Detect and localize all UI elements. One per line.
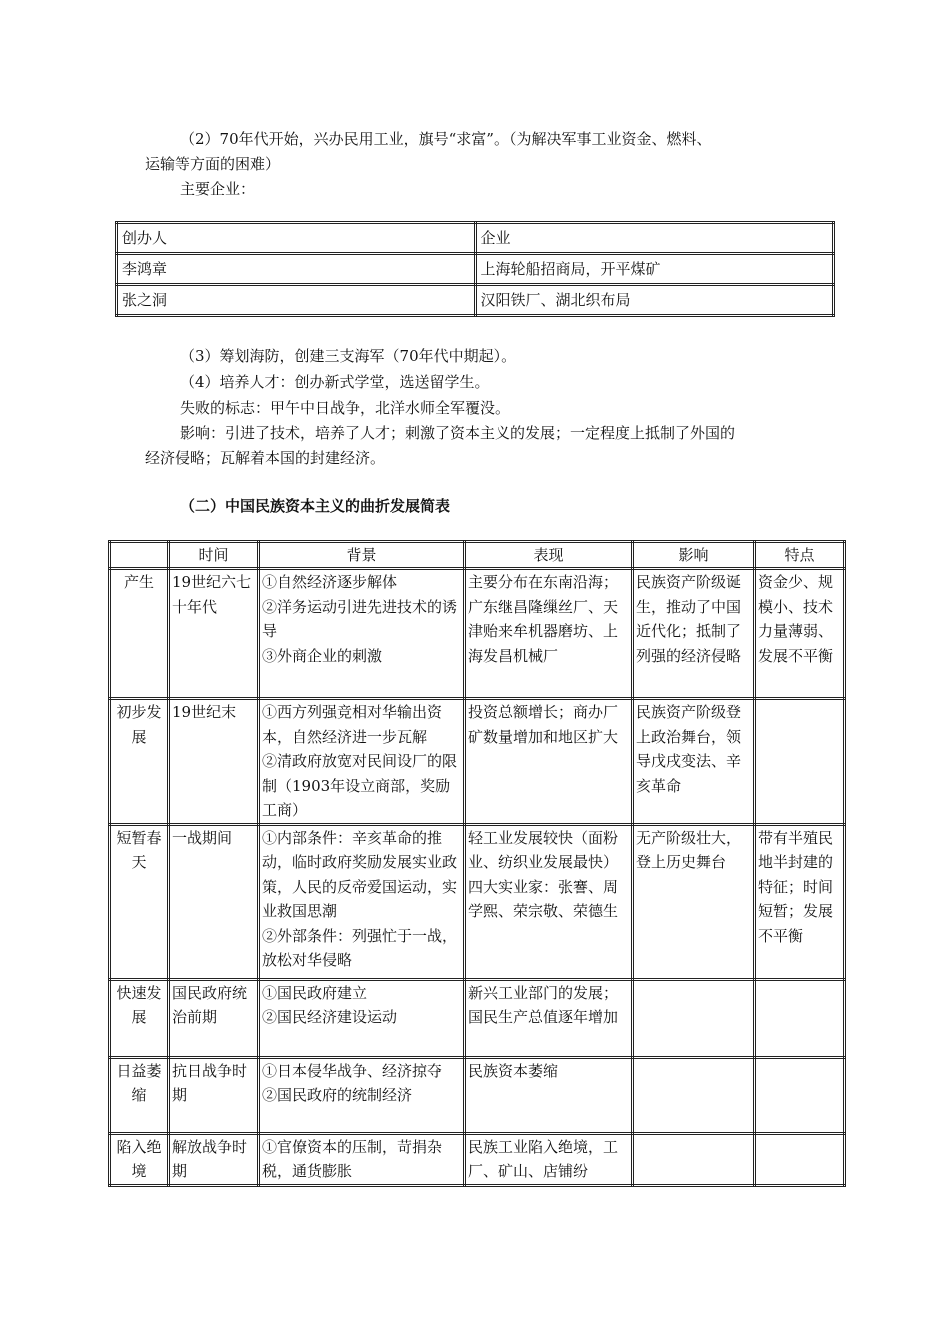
header-performance: 表现 <box>465 542 633 569</box>
section-title: （二）中国民族资本主义的曲折发展简表 <box>180 497 451 515</box>
background-cell: ①日本侵华战争、经济掠夺 ②国民政府的统制经济 <box>259 1057 465 1133</box>
table-row <box>110 979 845 1057</box>
performance-cell: 民族资本萎缩 <box>465 1057 633 1133</box>
performance-cell: 新兴工业部门的发展；国民生产总值逐年增加 <box>465 979 633 1057</box>
background-cell: ①西方列强竞相对华输出资本，自然经济进一步瓦解 ②清政府放宽对民间设厂的限制（1903年设立商部，奖励工商） <box>259 699 465 825</box>
performance-cell: 投资总额增长；商办厂矿数量增加和地区扩大 <box>465 699 633 825</box>
feature-cell <box>755 699 845 825</box>
header-impact: 影响 <box>633 542 755 569</box>
header-time: 时间 <box>169 542 259 569</box>
stage-cell: 陷入绝境 <box>110 1133 169 1185</box>
paragraph-3: （3）筹划海防，创建三支海军（70年代中期起）。 <box>180 347 517 365</box>
feature-cell: 带有半殖民地半封建的特征；时间短暂；发展不平衡 <box>755 824 845 979</box>
impact-cell <box>633 1057 755 1133</box>
background-cell: ①国民政府建立 ②国民经济建设运动 <box>259 979 465 1057</box>
header-founder: 创办人 <box>117 223 476 254</box>
founder-cell: 张之洞 <box>117 285 476 316</box>
stage-cell: 快速发展 <box>110 979 169 1057</box>
paragraph-4: （4）培养人才：创办新式学堂，选送留学生。 <box>180 373 490 391</box>
stage-cell: 日益萎缩 <box>110 1057 169 1133</box>
table-row <box>110 1057 845 1133</box>
stage-cell: 初步发展 <box>110 699 169 825</box>
impact-cell: 民族资产阶级登上政治舞台，领导戊戌变法、辛亥革命 <box>633 699 755 825</box>
header-feature: 特点 <box>755 542 845 569</box>
table-header-row <box>110 542 845 569</box>
impact-cell: 无产阶级壮大，登上历史舞台 <box>633 824 755 979</box>
performance-cell: 主要分布在东南沿海；广东继昌隆缫丝厂、天津贻来牟机器磨坊、上海发昌机械厂 <box>465 569 633 699</box>
main-enterprises-label: 主要企业： <box>180 180 256 198</box>
background-cell: ①内部条件：辛亥革命的推动，临时政府奖励发展实业政策，人民的反帝爱国运动，实业救国思潮 ②外部条件：列强忙于一战，放松对华侵略 <box>259 824 465 979</box>
enterprise-cell: 汉阳铁厂、湖北织布局 <box>475 285 834 316</box>
founder-cell: 李鸿章 <box>117 254 476 285</box>
stage-cell: 短暂春天 <box>110 824 169 979</box>
impact-line-1: 影响：引进了技术，培养了人才；刺激了资本主义的发展；一定程度上抵制了外国的 <box>180 424 736 442</box>
impact-cell: 民族资产阶级诞生，推动了中国近代化；抵制了列强的经济侵略 <box>633 569 755 699</box>
time-cell: 抗日战争时期 <box>169 1057 259 1133</box>
impact-cell <box>633 979 755 1057</box>
time-cell: 国民政府统治前期 <box>169 979 259 1057</box>
table-row <box>110 699 845 825</box>
header-enterprise: 企业 <box>475 223 834 254</box>
feature-cell <box>755 979 845 1057</box>
table-header-row <box>117 223 834 254</box>
time-cell: 解放战争时期 <box>169 1133 259 1185</box>
table-row <box>110 1133 845 1185</box>
header-stage <box>110 542 169 569</box>
time-cell: 19世纪六七十年代 <box>169 569 259 699</box>
paragraph-2-line-2: 运输等方面的困难） <box>145 155 281 173</box>
table-row <box>117 254 834 285</box>
failure-sign: 失败的标志：甲午中日战争，北洋水师全军覆没。 <box>180 399 511 417</box>
time-cell: 19世纪末 <box>169 699 259 825</box>
table-row <box>110 569 845 699</box>
background-cell: ①官僚资本的压制，苛捐杂税，通货膨胀 <box>259 1133 465 1185</box>
header-background: 背景 <box>259 542 465 569</box>
development-table <box>108 540 846 1187</box>
enterprise-table <box>115 221 835 317</box>
stage-cell: 产生 <box>110 569 169 699</box>
paragraph-2-line-1: （2）70年代开始，兴办民用工业，旗号“求富”。（为解决军事工业资金、燃料、 <box>180 130 712 148</box>
performance-cell: 民族工业陷入绝境，工厂、矿山、店铺纷 <box>465 1133 633 1185</box>
feature-cell: 资金少、规模小、技术力量薄弱、发展不平衡 <box>755 569 845 699</box>
impact-cell <box>633 1133 755 1185</box>
table-row <box>110 824 845 979</box>
feature-cell <box>755 1133 845 1185</box>
background-cell: ①自然经济逐步解体 ②洋务运动引进先进技术的诱导 ③外商企业的刺激 <box>259 569 465 699</box>
table-row <box>117 285 834 316</box>
enterprise-cell: 上海轮船招商局，开平煤矿 <box>475 254 834 285</box>
performance-cell: 轻工业发展较快（面粉业、纺织业发展最快） 四大实业家：张謇、周学熙、荣宗敬、荣德生 <box>465 824 633 979</box>
time-cell: 一战期间 <box>169 824 259 979</box>
feature-cell <box>755 1057 845 1133</box>
impact-line-2: 经济侵略；瓦解着本国的封建经济。 <box>145 449 386 467</box>
